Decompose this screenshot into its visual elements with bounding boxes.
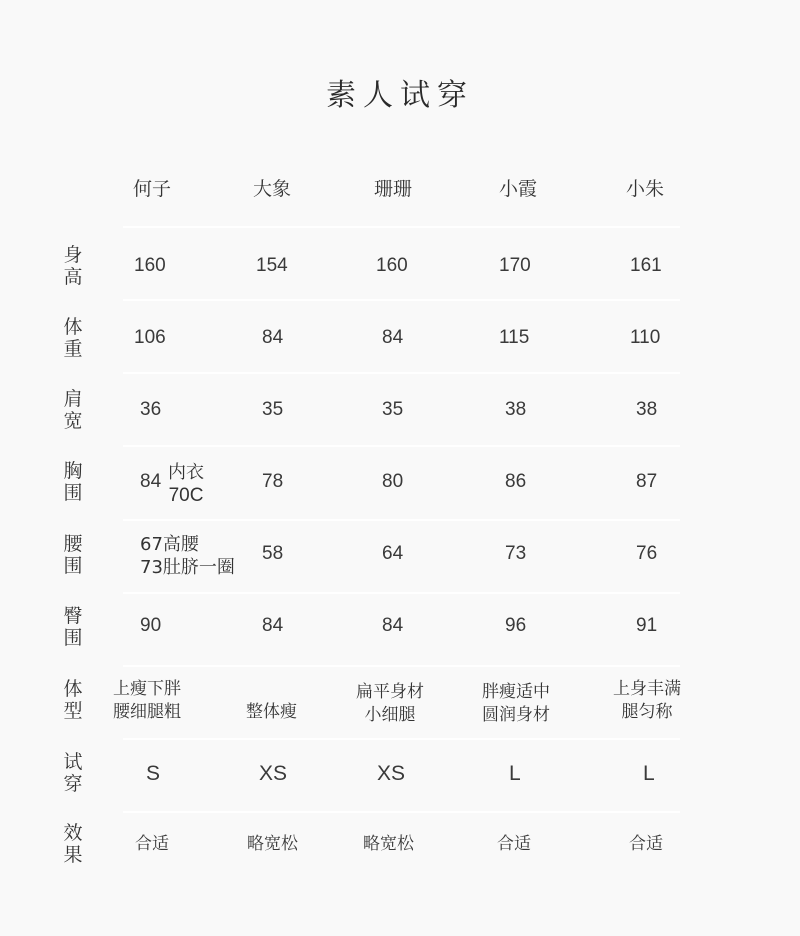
table-cell: 64 bbox=[382, 543, 404, 564]
row-divider bbox=[123, 299, 680, 301]
row-label-body-type: 体 型 bbox=[63, 678, 83, 722]
row-divider bbox=[123, 445, 680, 447]
table-cell: 58 bbox=[262, 543, 284, 564]
table-cell: 80 bbox=[382, 471, 404, 492]
table-cell: 合适 bbox=[497, 834, 531, 854]
table-cell: 略宽松 bbox=[247, 834, 298, 854]
table-cell: 合适 bbox=[135, 834, 169, 854]
row-divider bbox=[123, 372, 680, 374]
table-cell: 84 bbox=[382, 615, 404, 636]
table-cell: 106 bbox=[134, 327, 166, 348]
model-name-xiaozhu: 小朱 bbox=[626, 178, 665, 200]
bust-note: 内衣 70C bbox=[168, 462, 204, 506]
table-cell: 略宽松 bbox=[363, 834, 414, 854]
table-cell: 84 bbox=[262, 615, 284, 636]
model-name-xiaoxia: 小霞 bbox=[499, 178, 538, 200]
table-cell: 86 bbox=[505, 471, 527, 492]
row-divider bbox=[123, 592, 680, 594]
table-cell: 96 bbox=[505, 615, 527, 636]
table-cell: 38 bbox=[636, 399, 658, 420]
table-cell: 84 bbox=[262, 327, 284, 348]
table-cell: 110 bbox=[630, 327, 661, 348]
table-cell: 90 bbox=[140, 615, 162, 636]
row-label-effect: 效 果 bbox=[63, 822, 83, 866]
table-cell: 36 bbox=[140, 399, 162, 420]
model-name-shanshan: 珊珊 bbox=[374, 178, 413, 200]
row-label-height: 身 高 bbox=[63, 244, 83, 288]
table-cell: S bbox=[146, 762, 161, 785]
table-cell: L bbox=[509, 762, 521, 785]
table-cell: 84 bbox=[140, 471, 162, 492]
row-divider bbox=[123, 811, 680, 813]
row-divider bbox=[123, 665, 680, 667]
table-cell: 170 bbox=[499, 255, 531, 276]
table-cell: 91 bbox=[636, 615, 658, 636]
table-cell: 35 bbox=[382, 399, 404, 420]
table-cell: 扁平身材 小细腿 bbox=[356, 682, 424, 725]
model-name-hezi: 何子 bbox=[133, 178, 172, 200]
row-label-bust: 胸 围 bbox=[63, 460, 83, 504]
row-divider bbox=[123, 519, 680, 521]
table-cell: 35 bbox=[262, 399, 284, 420]
table-cell: 78 bbox=[262, 471, 284, 492]
table-cell: 上身丰满 腿匀称 bbox=[613, 679, 681, 722]
table-cell: 整体瘦 bbox=[246, 702, 297, 722]
model-name-daxiang: 大象 bbox=[253, 178, 292, 200]
table-cell: 84 bbox=[382, 327, 404, 348]
table-cell: 160 bbox=[134, 255, 166, 276]
row-divider bbox=[123, 738, 680, 740]
table-cell: L bbox=[643, 762, 655, 785]
row-label-weight: 体 重 bbox=[63, 316, 83, 360]
table-cell: 161 bbox=[630, 255, 662, 276]
table-cell: 87 bbox=[636, 471, 658, 492]
table-cell: 115 bbox=[499, 327, 530, 348]
table-cell: 154 bbox=[256, 255, 288, 276]
waist-first-cell: 67高腰 73肚脐一圈 bbox=[140, 534, 235, 578]
table-cell: 胖瘦适中 圆润身材 bbox=[482, 682, 550, 725]
table-cell: 73 bbox=[505, 543, 527, 564]
table-cell: XS bbox=[259, 762, 288, 785]
page-title: 素人试穿 bbox=[326, 78, 474, 113]
row-label-shoulder: 肩 宽 bbox=[63, 388, 83, 432]
table-cell: 160 bbox=[376, 255, 408, 276]
table-cell: 上瘦下胖 腰细腿粗 bbox=[113, 679, 181, 722]
row-label-size: 试 穿 bbox=[63, 751, 83, 795]
table-cell: 合适 bbox=[629, 834, 663, 854]
row-divider bbox=[123, 226, 680, 228]
table-cell: 38 bbox=[505, 399, 527, 420]
table-cell: XS bbox=[377, 762, 406, 785]
table-cell: 76 bbox=[636, 543, 658, 564]
row-label-waist: 腰 围 bbox=[63, 533, 83, 577]
row-label-hip: 臀 围 bbox=[63, 605, 83, 649]
